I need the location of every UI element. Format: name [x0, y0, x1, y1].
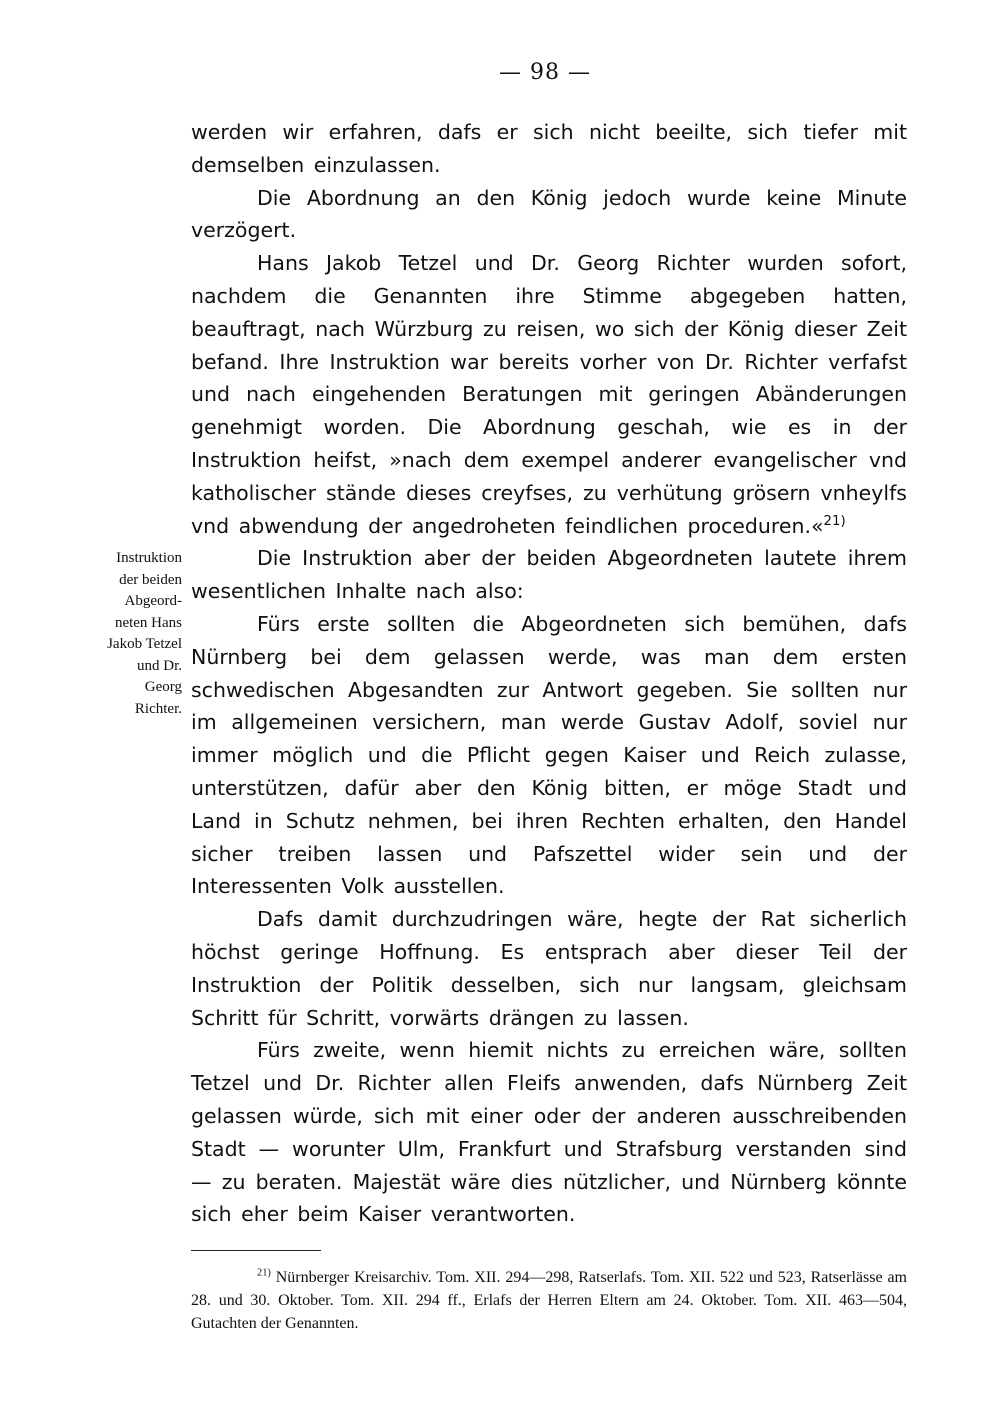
margin-note-line: Georg: [144, 679, 182, 695]
margin-note-line: der beiden: [119, 571, 182, 588]
margin-note: [62, 548, 182, 720]
paragraph: Die Abordnung an den König jedoch wurde keine Minute verzögert.: [191, 185, 907, 243]
footnote: [191, 1266, 907, 1335]
margin-note-line: Instruktion: [116, 550, 182, 566]
footnote-text: Nürnberger Kreisarchiv. Tom. XII. 294—298, Ratserlafs. Tom. XII. 522 und 523, Ratserlässe am 28. und 30. Oktober. Tom. XII. 294 ff., Erlafs der Herren Eltern am 24. Oktober. Tom. XII. 463—504, Gutachten der Genannten.: [191, 1269, 908, 1332]
margin-note-line: und Dr.: [137, 657, 182, 674]
margin-note-line: Richter.: [134, 700, 182, 717]
page-number: — 98 —: [499, 60, 591, 85]
paragraph: werden wir erfahren, dafs er sich nicht beeilte, sich tiefer mit demselben einzulassen.: [191, 120, 907, 177]
paragraph: [191, 247, 907, 542]
margin-note-line: neten Hans: [114, 614, 182, 631]
paragraph: Fürs zweite, wenn hiemit nichts zu erreichen wäre, sollten Tetzel und Dr. Richter allen Fleifs anwenden, dafs Nürnberg Zeit gelassen würde, sich mit einer oder der anderen ausschreibenden Stadt — worunter Ulm, Frankfurt und Strafsburg verstanden sind — zu beraten. Majestät wäre dies nützlicher, und Nürnberg könnte sich eher beim Kaiser verantworten.: [191, 1038, 907, 1227]
margin-note-line: Jakob Tetzel: [107, 636, 182, 652]
footnote-reference[interactable]: 21): [823, 513, 846, 529]
margin-note-line: Abgeord-: [124, 593, 182, 609]
paragraph: Die Instruktion aber der beiden Abgeordneten lautete ihrem wesentlichen Inhalte nach also:: [191, 546, 907, 604]
footnote-marker: 21): [257, 1267, 271, 1279]
paragraph-text: Hans Jakob Tetzel und Dr. Georg Richter wurden sofort, nachdem die Genannten ihre Stimme abgegeben hatten, beauftragt, nach Würzburg zu reisen, wo sich der König dieser Zeit befand. Ihre Instruktion war bereits vorher von Dr. Richter verfafst und nach eingehenden Beratungen mit geringen Abänderungen genehmigt worden. Die Abordnung geschah, wie es in der Instruktion heifst, »nach dem exempel anderer evangelischer vnd katholischer stände dieses creyfses, zu verhütung grösern vnheylfs vnd abwendung der angedroheten feindlichen proceduren.«: [191, 251, 907, 538]
paragraph: Fürs erste sollten die Abgeordneten sich bemühen, dafs Nürnberg bei dem gelassen werde, was man dem ersten schwedischen Abgesandten zur Antwort gegeben. Sie sollten nur im allgemeinen versichern, man werde Gustav Adolf, soviel nur immer möglich und die Pflicht gegen Kaiser und Reich zulasse, unterstützen, dafür aber den König bitten, er möge Stadt und Land in Schutz nehmen, bei ihren Rechten erhalten, den Handel sicher treiben lassen und Pafszettel wider sein und der Interessenten Volk ausstellen.: [191, 611, 907, 899]
main-text: [191, 116, 907, 1231]
footnote-divider: [191, 1250, 321, 1251]
paragraph: Dafs damit durchzudringen wäre, hegte der Rat sicherlich höchst geringe Hoffnung. Es entsprach aber dieser Teil der Instruktion der Politik desselben, sich nur langsam, gleichsam Schritt für Schritt, vorwärts drängen zu lassen.: [191, 907, 907, 1030]
